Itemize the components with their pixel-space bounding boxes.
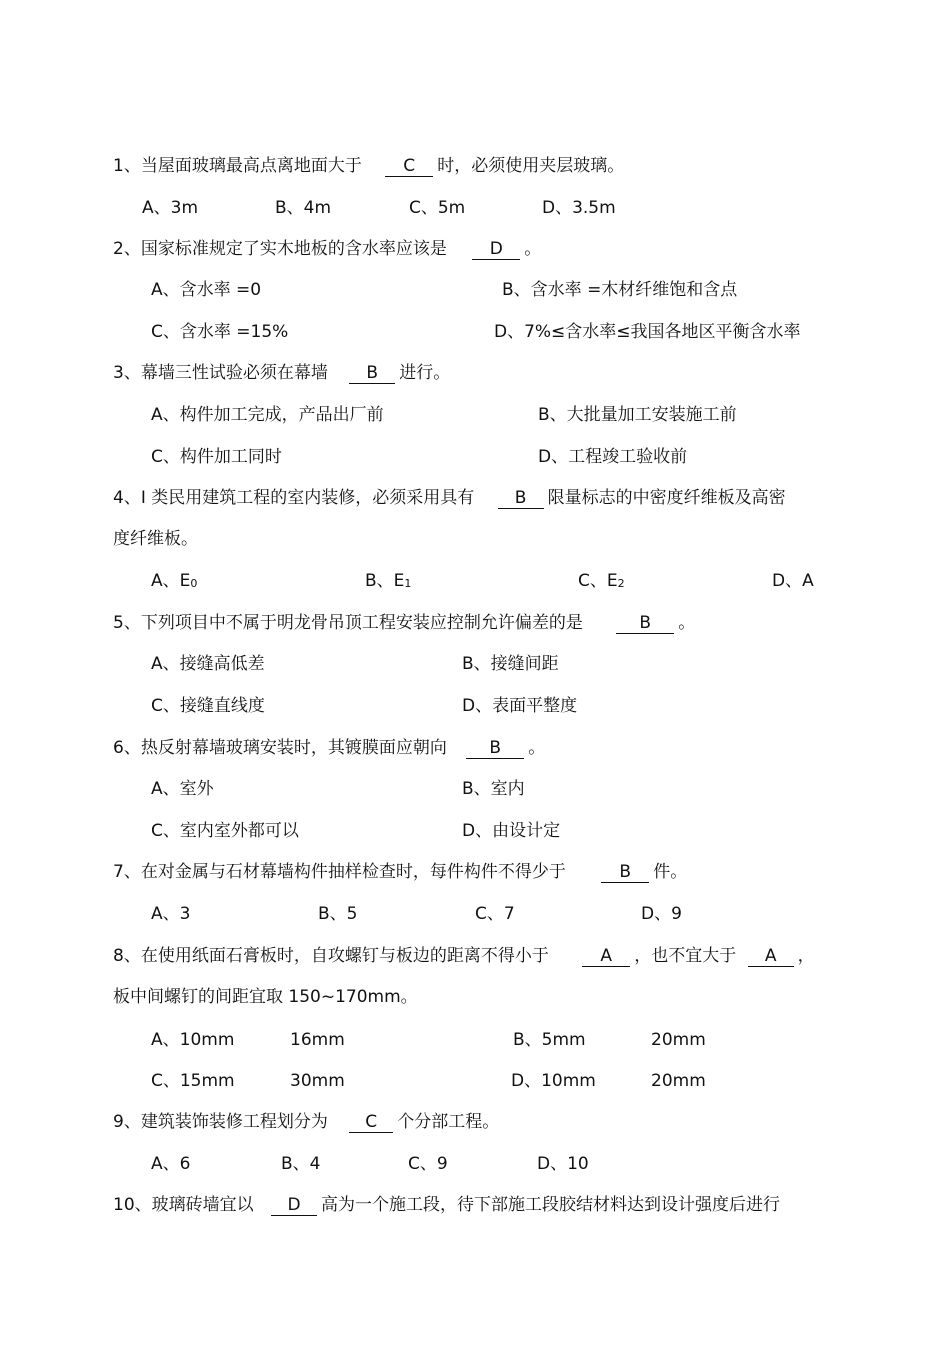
option-c: C、接缝直线度 [151, 696, 265, 716]
option-a: A、3 [151, 904, 191, 924]
option-c: C、E2 [578, 571, 625, 591]
option-c-value-2: 30mm [290, 1071, 345, 1091]
answer-blank: C [349, 1113, 393, 1133]
option-a: A、3m [142, 198, 199, 218]
question-5: 5、下列项目中不属于明龙骨吊顶工程安装应控制允许偏差的是 B 。 [113, 613, 696, 633]
option-d: D、A [772, 571, 814, 591]
option-b: B、E1 [365, 571, 412, 591]
option-b: B、接缝间距 [462, 654, 559, 674]
option-d: D、由设计定 [462, 821, 561, 841]
option-a: A、10mm [151, 1030, 235, 1050]
option-b: B、大批量加工安装施工前 [538, 405, 737, 425]
answer-blank: B [349, 364, 395, 384]
option-d: D、3.5m [542, 198, 616, 218]
option-d: D、7%≤含水率≤我国各地区平衡含水率 [494, 322, 801, 342]
option-c: C、构件加工同时 [151, 447, 282, 467]
option-d: D、10mm [511, 1071, 596, 1091]
question-6: 6、热反射幕墙玻璃安装时，其镀膜面应朝向 B 。 [113, 738, 546, 758]
option-b: B、5mm [513, 1030, 586, 1050]
option-a-value-2: 16mm [290, 1030, 345, 1050]
answer-blank: B [601, 863, 649, 883]
question-3: 3、幕墙三性试验必须在幕墙 B 进行。 [113, 363, 451, 383]
option-b: B、含水率 =木材纤维饱和含点 [502, 280, 738, 300]
question-1: 1、当屋面玻璃最高点离地面大于 C 时，必须使用夹层玻璃。 [113, 156, 625, 176]
question-4-continuation: 度纤维板。 [113, 529, 198, 549]
question-10: 10、玻璃砖墙宜以 D 高为一个施工段，待下部施工段胶结材料达到设计强度后进行 [113, 1195, 781, 1215]
option-d: D、9 [641, 904, 682, 924]
option-a: A、6 [151, 1154, 191, 1174]
option-a: A、含水率 =0 [151, 280, 262, 300]
option-c: C、含水率 =15% [151, 322, 289, 342]
answer-blank: A [582, 947, 630, 967]
option-d: D、工程竣工验收前 [538, 447, 688, 467]
option-d: D、10 [537, 1154, 589, 1174]
question-8-continuation: 板中间螺钉的间距宜取 150~170mm。 [113, 987, 418, 1007]
question-4: 4、I 类民用建筑工程的室内装修，必须采用具有 B 限量标志的中密度纤维板及高密 [113, 488, 786, 508]
option-a: A、构件加工完成，产品出厂前 [151, 405, 384, 425]
option-c: C、5m [409, 198, 466, 218]
option-b: B、4m [275, 198, 332, 218]
question-7: 7、在对金属与石材幕墙构件抽样检查时，每件构件不得少于 B 件。 [113, 862, 688, 882]
option-a: A、接缝高低差 [151, 654, 265, 674]
option-d: D、表面平整度 [462, 696, 578, 716]
option-c: C、9 [408, 1154, 448, 1174]
option-c: C、7 [475, 904, 515, 924]
answer-blank: B [466, 739, 524, 759]
option-b-value-2: 20mm [651, 1030, 706, 1050]
answer-blank: C [385, 157, 433, 177]
answer-blank-2: A [748, 947, 794, 967]
answer-blank: D [271, 1196, 317, 1216]
option-b: B、5 [318, 904, 358, 924]
question-2: 2、国家标准规定了实木地板的含水率应该是 D 。 [113, 239, 542, 259]
option-b: B、室内 [462, 779, 525, 799]
option-c: C、室内室外都可以 [151, 821, 299, 841]
option-c: C、15mm [151, 1071, 235, 1091]
option-a: A、室外 [151, 779, 214, 799]
question-9: 9、建筑装饰装修工程划分为 C 个分部工程。 [113, 1112, 500, 1132]
option-b: B、4 [281, 1154, 321, 1174]
option-d-value-2: 20mm [651, 1071, 706, 1091]
answer-blank: B [498, 489, 544, 509]
option-a: A、E0 [151, 571, 198, 591]
answer-blank: D [472, 240, 520, 260]
answer-blank: B [616, 614, 674, 634]
question-8: 8、在使用纸面石膏板时，自攻螺钉与板边的距离不得小于 A ，也不宜大于 A ， [113, 946, 815, 966]
